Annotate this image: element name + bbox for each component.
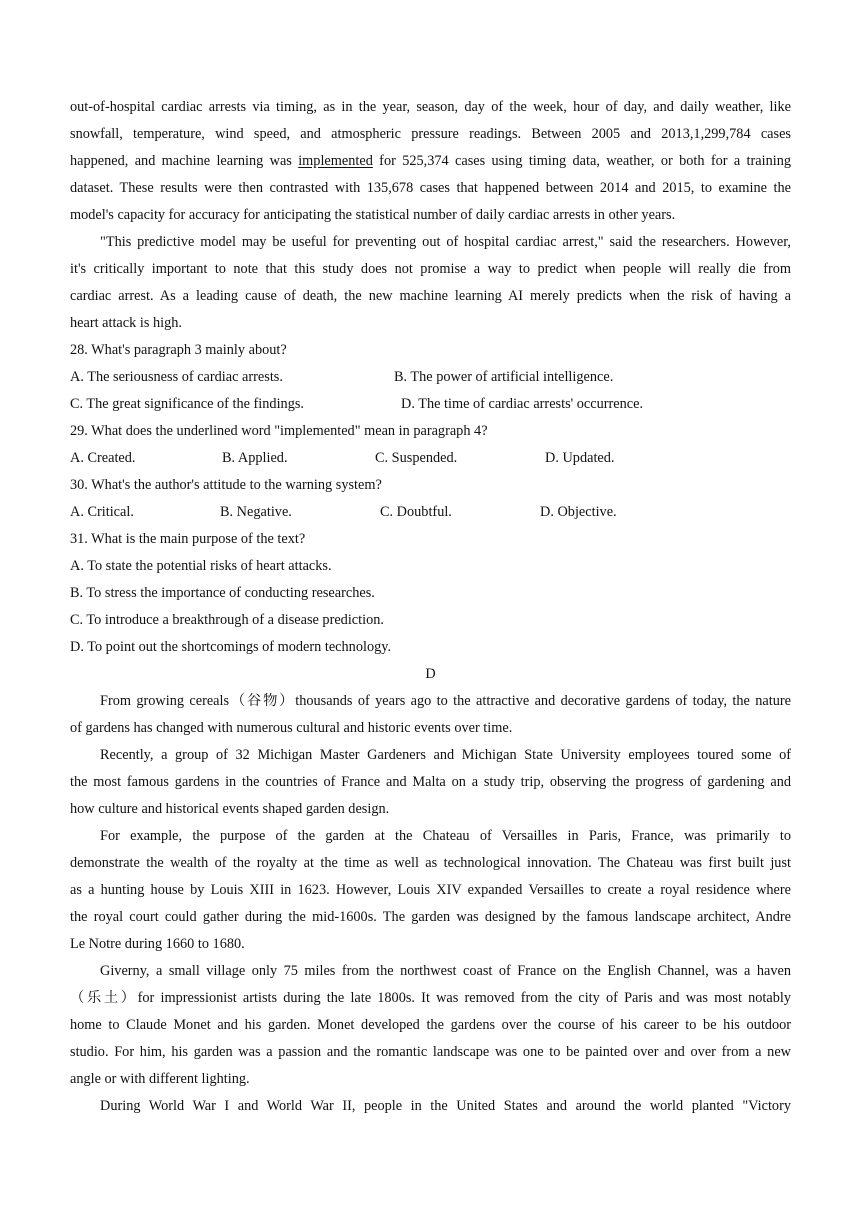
option-c: C. The great significance of the findings. <box>70 396 304 412</box>
passage-c-paragraph-3 <box>70 229 791 337</box>
option-row <box>70 445 791 472</box>
option-b: B. To stress the importance of conducting researches. <box>70 585 375 601</box>
text-line: of gardens has changed with numerous cultural and historic events over time. <box>70 720 513 736</box>
text-segment: for 525,374 cases using timing data, weather, or both for a training <box>372 153 791 169</box>
underlined-word: implemented <box>298 153 373 169</box>
option-c: C. To introduce a breakthrough of a disease prediction. <box>70 612 384 628</box>
option-c: C. Suspended. <box>375 450 458 466</box>
text-line: snowfall, temperature, wind speed, and atmospheric pressure readings. Between 2005 and 2013,1,299,784 cases <box>70 126 791 142</box>
text-line: Giverny, a small village only 75 miles from the northwest coast of France on the English Channel, was a haven <box>100 963 791 979</box>
text-line: "This predictive model may be useful for preventing out of hospital cardiac arrest," said the researchers. However, <box>100 234 791 250</box>
text-line: For example, the purpose of the garden at the Chateau of Versailles in Paris, France, was primarily to <box>100 828 791 844</box>
text-line: Recently, a group of 32 Michigan Master Gardeners and Michigan State University employees toured some of <box>100 747 791 763</box>
passage-d-paragraph-2 <box>70 742 791 823</box>
question-31 <box>70 526 791 661</box>
option-b: B. The power of artificial intelligence. <box>394 369 614 385</box>
question-stem: 30. What's the author's attitude to the warning system? <box>70 477 382 493</box>
passage-d-paragraph-4 <box>70 958 791 1093</box>
option-c: C. Doubtful. <box>380 504 452 520</box>
option-a: A. Critical. <box>70 504 134 520</box>
text-line: how culture and historical events shaped garden design. <box>70 801 390 817</box>
text-line: During World War I and World War II, people in the United States and around the world planted "Victory <box>100 1098 791 1114</box>
passage-d-paragraph-5 <box>70 1093 791 1120</box>
text-line: home to Claude Monet and his garden. Monet developed the gardens over the course of his career to be his outdoor <box>70 1017 791 1033</box>
question-28 <box>70 337 791 418</box>
option-d: D. To point out the shortcomings of modern technology. <box>70 639 392 655</box>
document-page <box>70 94 791 1120</box>
text-line: Le Notre during 1660 to 1680. <box>70 936 245 952</box>
passage-heading: D <box>425 666 436 682</box>
text-line: the royal court could gather during the mid-1600s. The garden was designed by the famous landscape architect, Andre <box>70 909 791 925</box>
passage-c-paragraph-2 <box>70 94 791 229</box>
option-row <box>70 499 791 526</box>
text-line: cardiac arrest. As a leading cause of death, the new machine learning AI merely predicts when the risk of having a <box>70 288 791 304</box>
option-d: D. Objective. <box>540 504 617 520</box>
text-segment: happened, and machine learning was <box>70 153 299 169</box>
option-a: A. To state the potential risks of heart attacks. <box>70 558 332 574</box>
question-29 <box>70 418 791 472</box>
text-line <box>70 148 791 175</box>
text-line: the most famous gardens in the countries of France and Malta on a study trip, observing the progress of gardening and <box>70 774 791 790</box>
text-line: studio. For him, his garden was a passion and the romantic landscape was one to be painted over and over from a new <box>70 1044 791 1060</box>
option-d: D. Updated. <box>545 450 615 466</box>
passage-d-paragraph-3 <box>70 823 791 958</box>
option-a: A. The seriousness of cardiac arrests. <box>70 369 283 385</box>
option-row <box>70 391 791 418</box>
text-line: demonstrate the wealth of the royalty at the time as well as technological innovation. The Chateau was first built just <box>70 855 791 871</box>
question-stem: 31. What is the main purpose of the text? <box>70 531 306 547</box>
text-line: From growing cereals（谷物）thousands of years ago to the attractive and decorative gardens of today, the nature <box>100 693 791 709</box>
text-line: it's critically important to note that this study does not promise a way to predict when people will really die from <box>70 261 791 277</box>
text-line: as a hunting house by Louis XIII in 1623. However, Louis XIV expanded Versailles to create a royal residence where <box>70 882 791 898</box>
question-stem: 29. What does the underlined word "implemented" mean in paragraph 4? <box>70 423 488 439</box>
passage-d-paragraph-1 <box>70 688 791 742</box>
text-line: out-of-hospital cardiac arrests via timing, as in the year, season, day of the week, hour of day, and daily weather, like <box>70 99 791 115</box>
text-line: angle or with different lighting. <box>70 1071 250 1087</box>
option-a: A. Created. <box>70 450 136 466</box>
question-30 <box>70 472 791 526</box>
text-line: dataset. These results were then contrasted with 135,678 cases that happened between 2014 and 2015, to examine the <box>70 180 791 196</box>
option-d: D. The time of cardiac arrests' occurrence. <box>401 396 644 412</box>
option-row <box>70 364 791 391</box>
question-stem: 28. What's paragraph 3 mainly about? <box>70 342 287 358</box>
text-line: model's capacity for accuracy for anticipating the statistical number of daily cardiac arrests in other years. <box>70 207 676 223</box>
text-line: heart attack is high. <box>70 315 182 331</box>
option-b: B. Negative. <box>220 504 292 520</box>
option-b: B. Applied. <box>222 450 288 466</box>
text-line: （乐土）for impressionist artists during the late 1800s. It was removed from the city of Paris and was most notably <box>70 990 791 1006</box>
